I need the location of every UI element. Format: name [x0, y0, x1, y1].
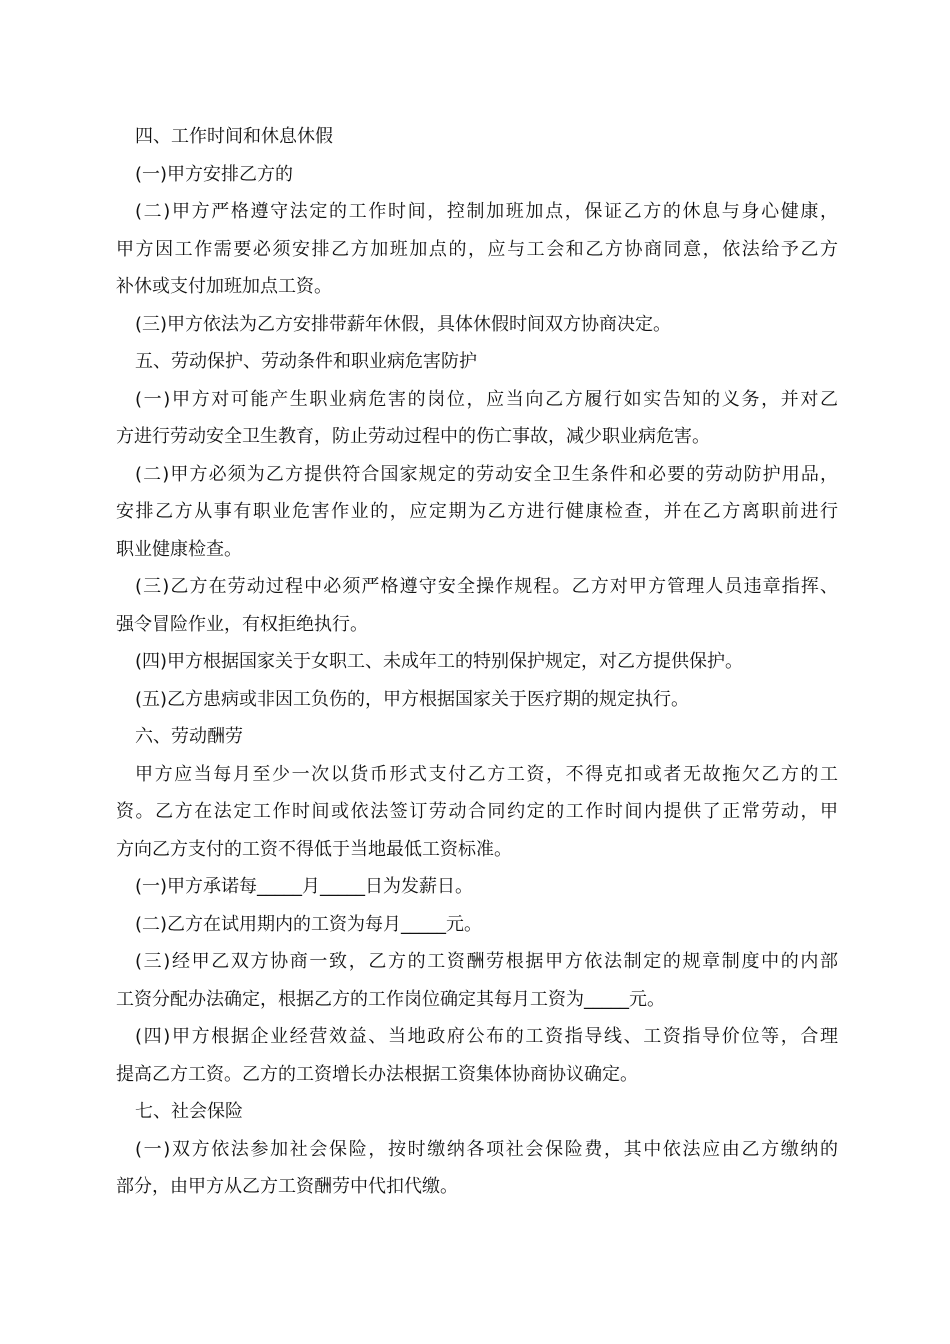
text-line: (二)甲方必须为乙方提供符合国家规定的劳动安全卫生条件和必要的劳动防护用品，	[135, 463, 838, 485]
text-line: (四)甲方根据国家关于女职工、未成年工的特别保护规定，对乙方提供保护。	[135, 651, 744, 672]
text-line: 职业健康检查。	[116, 538, 242, 560]
text-line: 甲方因工作需要必须安排乙方加班加点的，应与工会和乙方协商同意，依法给予乙方	[116, 238, 838, 260]
text-line: 七、社会保险	[135, 1101, 243, 1122]
text-line: 部分，由甲方从乙方工资酬劳中代扣代缴。	[116, 1176, 458, 1197]
text-line: 方进行劳动安全卫生教育，防止劳动过程中的伤亡事故，减少职业病危害。	[116, 426, 710, 447]
text-line: (二)乙方在试用期内的工资为每月_____元。	[135, 913, 483, 935]
text-line: (一)甲方安排乙方的	[135, 163, 294, 185]
text-line: (一)甲方承诺每_____月_____日为发薪日。	[135, 876, 474, 897]
text-line: 安排乙方从事有职业危害作业的，应定期为乙方进行健康检查，并在乙方离职前进行	[116, 501, 838, 522]
text-line: (四)甲方根据企业经营效益、当地政府公布的工资指导线、工资指导价位等，合理	[135, 1026, 838, 1047]
text-line: (三)甲方依法为乙方安排带薪年休假，具体休假时间双方协商决定。	[135, 313, 672, 335]
text-line: (一)双方依法参加社会保险，按时缴纳各项社会保险费，其中依法应由乙方缴纳的	[135, 1138, 838, 1160]
text-line: 工资分配办法确定，根据乙方的工作岗位确定其每月工资为_____元。	[116, 988, 665, 1010]
text-line: 甲方应当每月至少一次以货币形式支付乙方工资，不得克扣或者无故拖欠乙方的工	[135, 763, 838, 785]
text-line: (三)经甲乙双方协商一致，乙方的工资酬劳根据甲方依法制定的规章制度中的内部	[135, 951, 838, 972]
text-line: 资。乙方在法定工作时间或依法签订劳动合同约定的工作时间内提供了正常劳动，甲	[116, 801, 838, 822]
text-line: 四、工作时间和休息休假	[135, 126, 333, 147]
text-line: 强令冒险作业，有权拒绝执行。	[116, 613, 368, 635]
text-line: (一)甲方对可能产生职业病危害的岗位，应当向乙方履行如实告知的义务，并对乙	[135, 388, 838, 410]
document-body	[116, 118, 838, 1206]
text-line: (三)乙方在劳动过程中必须严格遵守安全操作规程。乙方对甲方管理人员违章指挥、	[135, 576, 838, 597]
text-line: 方向乙方支付的工资不得低于当地最低工资标准。	[116, 838, 512, 860]
text-line: (二)甲方严格遵守法定的工作时间，控制加班加点，保证乙方的休息与身心健康，	[135, 201, 838, 222]
text-line: 五、劳动保护、劳动条件和职业病危害防护	[135, 351, 477, 372]
text-line: 提高乙方工资。乙方的工资增长办法根据工资集体协商协议确定。	[116, 1063, 638, 1085]
text-line: (五)乙方患病或非因工负伤的，甲方根据国家关于医疗期的规定执行。	[135, 688, 690, 710]
text-line: 六、劳动酬劳	[135, 726, 243, 747]
text-line: 补休或支付加班加点工资。	[116, 276, 332, 297]
